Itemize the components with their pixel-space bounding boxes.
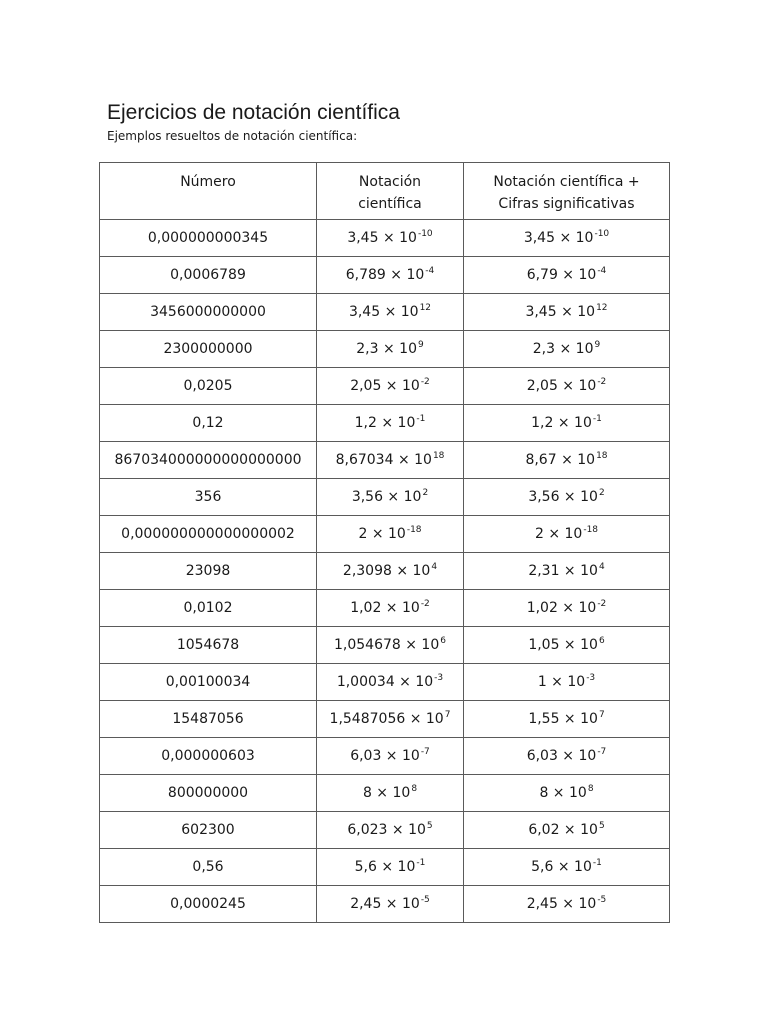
- notacion-exponent: 6: [440, 636, 446, 646]
- cell-numero: [100, 886, 317, 923]
- cifras-mantissa: 1,2 × 10: [531, 415, 592, 431]
- cell-numero: [100, 812, 317, 849]
- cell-cifras: [464, 368, 670, 405]
- table-row: [100, 553, 670, 590]
- numero-value: 23098: [185, 563, 231, 579]
- cifras-exponent: -18: [583, 525, 599, 535]
- header-notacion: [317, 163, 464, 220]
- cell-notacion: [317, 294, 464, 331]
- cell-cifras: [464, 886, 670, 923]
- cifras-exponent: 2: [598, 488, 605, 498]
- cifras-exponent: 4: [598, 562, 605, 572]
- cifras-mantissa: 8,67 × 10: [525, 452, 596, 468]
- cell-cifras: [464, 701, 670, 738]
- cell-notacion: [317, 368, 464, 405]
- page-title: Ejercicios de notación científica: [107, 101, 400, 124]
- table-row: [100, 664, 670, 701]
- cifras-mantissa: 6,02 × 10: [528, 822, 598, 838]
- cifras-mantissa: 2,45 × 10: [526, 896, 597, 912]
- cell-cifras: [464, 220, 670, 257]
- table-body: [100, 220, 670, 923]
- notacion-exponent: -2: [420, 599, 430, 609]
- numero-value: 0,12: [192, 415, 224, 431]
- cell-cifras: [464, 627, 670, 664]
- cell-cifras: [464, 738, 670, 775]
- table-header-row: [100, 163, 670, 220]
- cell-notacion: [317, 701, 464, 738]
- cell-notacion: [317, 664, 464, 701]
- notacion-exponent: 2: [422, 488, 429, 498]
- table-row: [100, 368, 670, 405]
- cell-numero: [100, 590, 317, 627]
- numero-value: 0,000000000000000002: [121, 526, 295, 542]
- numero-value: 867034000000000000000: [114, 452, 302, 468]
- cell-numero: [100, 331, 317, 368]
- notacion-mantissa: 8 × 10: [362, 785, 411, 801]
- cell-numero: [100, 627, 317, 664]
- cifras-mantissa: 3,45 × 10: [525, 304, 596, 320]
- cifras-exponent: 5: [598, 821, 605, 831]
- numero-value: 0,56: [192, 859, 224, 875]
- notacion-mantissa: 2,3 × 10: [356, 341, 417, 357]
- cifras-exponent: 12: [596, 303, 608, 313]
- cell-notacion: [317, 775, 464, 812]
- cifras-mantissa: 2,05 × 10: [526, 378, 597, 394]
- numero-value: 0,000000000345: [147, 230, 269, 246]
- cifras-exponent: -2: [597, 599, 607, 609]
- numero-value: 356: [194, 489, 222, 505]
- cifras-mantissa: 3,56 × 10: [528, 489, 598, 505]
- cell-cifras: [464, 664, 670, 701]
- cell-numero: [100, 257, 317, 294]
- numero-value: 0,0102: [183, 600, 233, 616]
- notacion-mantissa: 5,6 × 10: [354, 859, 416, 875]
- cell-notacion: [317, 442, 464, 479]
- notacion-mantissa: 2 × 10: [358, 526, 406, 542]
- cell-notacion: [317, 627, 464, 664]
- header-notacion-label: Notación científica: [358, 174, 422, 212]
- cifras-mantissa: 2,3 × 10: [532, 341, 594, 357]
- header-numero-label: Número: [180, 174, 236, 190]
- notacion-mantissa: 1,00034 × 10: [336, 674, 434, 690]
- numero-value: 1054678: [176, 637, 240, 653]
- cell-cifras: [464, 331, 670, 368]
- notacion-exponent: 7: [444, 710, 451, 720]
- cifras-mantissa: 5,6 × 10: [531, 859, 592, 875]
- cifras-exponent: -1: [592, 414, 602, 424]
- cifras-exponent: -5: [597, 895, 607, 905]
- numero-value: 3456000000000: [150, 304, 266, 320]
- cell-numero: [100, 775, 317, 812]
- notacion-exponent: 8: [411, 784, 418, 794]
- notacion-exponent: -1: [416, 414, 426, 424]
- notacion-mantissa: 1,5487056 × 10: [329, 711, 444, 727]
- cell-notacion: [317, 331, 464, 368]
- cell-notacion: [317, 220, 464, 257]
- table-row: [100, 775, 670, 812]
- numero-value: 0,0205: [183, 378, 233, 394]
- cell-cifras: [464, 442, 670, 479]
- cell-numero: [100, 442, 317, 479]
- table-row: [100, 442, 670, 479]
- cell-notacion: [317, 553, 464, 590]
- cifras-exponent: 7: [598, 710, 605, 720]
- cell-cifras: [464, 479, 670, 516]
- numero-value: 0,0000245: [170, 896, 246, 912]
- cell-numero: [100, 220, 317, 257]
- notacion-exponent: -18: [406, 525, 422, 535]
- table-row: [100, 738, 670, 775]
- numero-value: 800000000: [167, 785, 249, 801]
- cifras-mantissa: 1,55 × 10: [528, 711, 598, 727]
- notacion-mantissa: 6,023 × 10: [347, 822, 426, 838]
- table-row: [100, 405, 670, 442]
- cifras-mantissa: 3,45 × 10: [523, 230, 594, 246]
- notacion-exponent: 18: [432, 451, 445, 461]
- notacion-mantissa: 8,67034 × 10: [335, 452, 432, 468]
- notacion-exponent: 5: [426, 821, 433, 831]
- cifras-exponent: 6: [598, 636, 605, 646]
- numero-value: 0,0006789: [170, 267, 246, 283]
- numero-value: 602300: [181, 822, 235, 838]
- header-numero: [100, 163, 317, 220]
- table-row: [100, 627, 670, 664]
- table-row: [100, 479, 670, 516]
- cell-cifras: [464, 294, 670, 331]
- notacion-exponent: -1: [416, 858, 426, 868]
- table-row: [100, 590, 670, 627]
- notacion-mantissa: 1,2 × 10: [354, 415, 416, 431]
- cifras-exponent: 8: [587, 784, 594, 794]
- page-subtitle: Ejemplos resueltos de notación científica:: [107, 129, 358, 143]
- cell-cifras: [464, 405, 670, 442]
- notacion-mantissa: 2,45 × 10: [350, 896, 420, 912]
- notacion-exponent: -2: [420, 377, 430, 387]
- cell-notacion: [317, 590, 464, 627]
- notacion-mantissa: 3,56 × 10: [351, 489, 422, 505]
- notacion-exponent: 9: [417, 340, 424, 350]
- cifras-exponent: -4: [597, 266, 607, 276]
- cell-cifras: [464, 849, 670, 886]
- table-row: [100, 331, 670, 368]
- header-cifras-label: Notación científica + Cifras significativas: [493, 174, 640, 212]
- notacion-mantissa: 6,789 × 10: [345, 267, 425, 283]
- cifras-mantissa: 2 × 10: [534, 526, 583, 542]
- cell-numero: [100, 701, 317, 738]
- notacion-exponent: -4: [425, 266, 435, 276]
- cell-cifras: [464, 590, 670, 627]
- table-row: [100, 886, 670, 923]
- numero-value: 15487056: [172, 711, 244, 727]
- cell-cifras: [464, 257, 670, 294]
- cell-numero: [100, 553, 317, 590]
- cifras-exponent: -1: [592, 858, 602, 868]
- cifras-mantissa: 1 × 10: [537, 674, 586, 690]
- cell-numero: [100, 516, 317, 553]
- table-row: [100, 812, 670, 849]
- cell-notacion: [317, 738, 464, 775]
- cell-numero: [100, 849, 317, 886]
- scientific-notation-table: [99, 162, 670, 923]
- cell-numero: [100, 664, 317, 701]
- table-row: [100, 516, 670, 553]
- notacion-mantissa: 1,054678 × 10: [334, 637, 440, 653]
- notacion-mantissa: 2,3098 × 10: [342, 563, 431, 579]
- cifras-mantissa: 1,05 × 10: [528, 637, 598, 653]
- cell-cifras: [464, 516, 670, 553]
- cifras-mantissa: 1,02 × 10: [526, 600, 597, 616]
- cell-cifras: [464, 553, 670, 590]
- notacion-exponent: 12: [419, 303, 432, 313]
- table-row: [100, 849, 670, 886]
- notacion-exponent: -5: [420, 895, 430, 905]
- cell-notacion: [317, 479, 464, 516]
- notacion-mantissa: 3,45 × 10: [348, 304, 419, 320]
- cell-notacion: [317, 886, 464, 923]
- cell-numero: [100, 479, 317, 516]
- cell-numero: [100, 738, 317, 775]
- numero-value: 2300000000: [163, 341, 253, 357]
- notacion-mantissa: 2,05 × 10: [350, 378, 420, 394]
- cell-notacion: [317, 849, 464, 886]
- table-row: [100, 294, 670, 331]
- cell-notacion: [317, 516, 464, 553]
- notacion-exponent: -10: [417, 229, 433, 239]
- cifras-mantissa: 6,03 × 10: [526, 748, 597, 764]
- cifras-exponent: 9: [594, 340, 601, 350]
- header-cifras: [464, 163, 670, 220]
- notacion-mantissa: 3,45 × 10: [347, 230, 417, 246]
- cifras-exponent: -10: [594, 229, 610, 239]
- notacion-exponent: -7: [420, 747, 430, 757]
- cell-notacion: [317, 812, 464, 849]
- cifras-exponent: -7: [597, 747, 607, 757]
- cell-numero: [100, 405, 317, 442]
- cifras-mantissa: 2,31 × 10: [528, 563, 598, 579]
- table-row: [100, 701, 670, 738]
- cifras-exponent: 18: [596, 451, 608, 461]
- cifras-exponent: -3: [586, 673, 596, 683]
- notacion-mantissa: 1,02 × 10: [350, 600, 420, 616]
- numero-value: 0,000000603: [161, 748, 255, 764]
- table-row: [100, 257, 670, 294]
- cell-cifras: [464, 812, 670, 849]
- cell-numero: [100, 294, 317, 331]
- cell-numero: [100, 368, 317, 405]
- table-row: [100, 220, 670, 257]
- cell-cifras: [464, 775, 670, 812]
- notacion-exponent: 4: [431, 562, 438, 572]
- cell-notacion: [317, 405, 464, 442]
- notacion-mantissa: 6,03 × 10: [350, 748, 420, 764]
- cell-notacion: [317, 257, 464, 294]
- cifras-mantissa: 6,79 × 10: [526, 267, 597, 283]
- notacion-exponent: -3: [434, 673, 444, 683]
- cifras-exponent: -2: [597, 377, 607, 387]
- numero-value: 0,00100034: [165, 674, 251, 690]
- cifras-mantissa: 8 × 10: [539, 785, 587, 801]
